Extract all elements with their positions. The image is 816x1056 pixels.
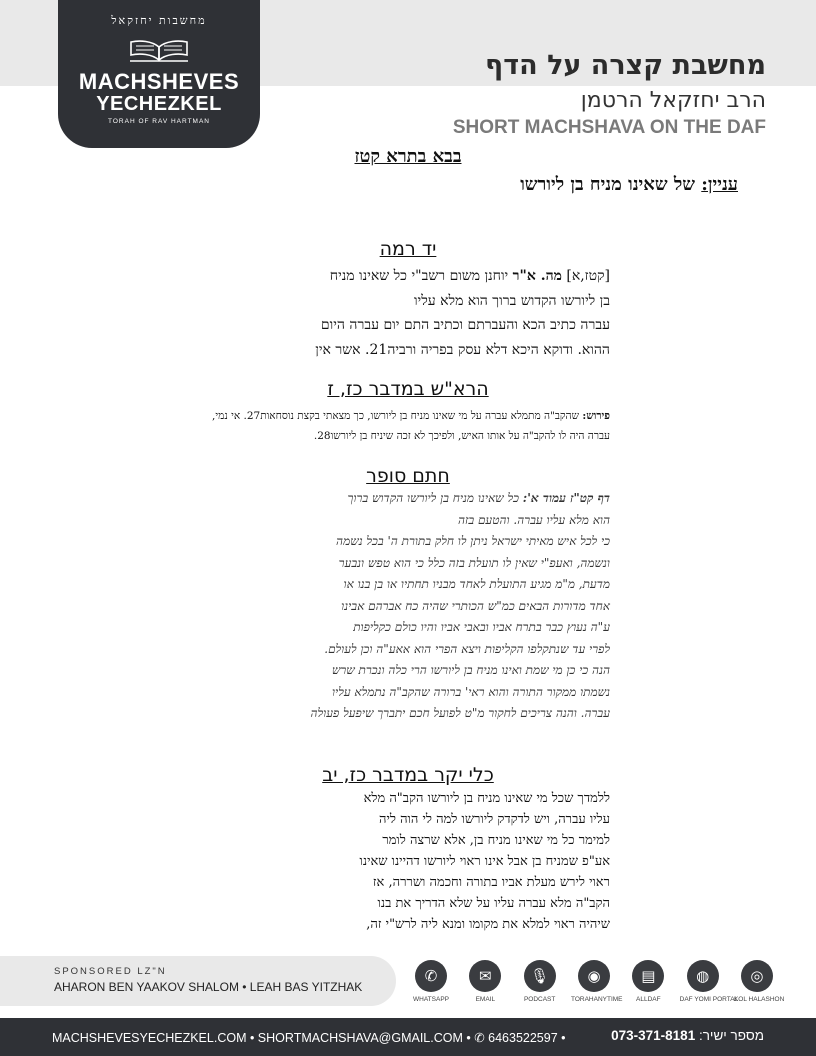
line-post: אע"פ שמניח בן אבל אינו ראוי ליורשו דהיינו שאינו [359, 854, 610, 869]
podcast-icon: 🎙 [524, 960, 556, 992]
text-line [218, 788, 610, 809]
text-line [212, 510, 610, 532]
line-post: הנה כי כן מי שמת ואינו מניח בן ליורשו הרי כלה ונכרת שרש [331, 663, 610, 677]
platform-caption: ALLDAF [636, 996, 661, 1003]
text-line [218, 313, 610, 338]
logo-hebrew: מחשבות יחזקאל [111, 14, 207, 27]
direct-number-label: מספר ישיר: [698, 1028, 764, 1043]
open-book-icon [128, 36, 190, 64]
section-text [218, 264, 610, 362]
logo-tagline: TORAH OF RAV HARTMAN [108, 118, 210, 125]
line-post: עליו עברה, ויש לדקדק ליורשו למה לי הוה ליה [378, 812, 610, 827]
line-post: עברה. והנה צריכים לחקור מ"ט לפועל חכם יתברך שיפעל פעולה [310, 706, 610, 720]
sponsor-names: AHARON BEN YAAKOV SHALOM • LEAH BAS YITZHAK [54, 980, 363, 994]
text-line [218, 914, 610, 935]
logo-line1: MACHSHEVES [78, 69, 240, 94]
line-post: ראוי לירש מעלת אביו בתורה וחכמה ושררה, אז [372, 875, 610, 890]
inyan-label: עניין: [701, 174, 738, 195]
line-post: מדעת, מ"מ מגיע התועלת לאחד מבניו תחתיו או בן בנו או [343, 577, 610, 591]
contact-bar [0, 1018, 816, 1056]
platform-link-daf-yomi-portal[interactable] [679, 960, 739, 1008]
platform-caption: TORAHANYTIME [570, 996, 623, 1003]
text-line [262, 426, 610, 446]
text-line [218, 830, 610, 851]
direct-number [611, 1028, 764, 1043]
line-post: יוחנן משום רשב"י כל שאינו מניח [329, 268, 513, 284]
platform-link-email[interactable] [462, 960, 508, 1008]
line-post: לפרי עד שנתקלפו הקליפות ויצא הפרי הוא אאע"ה וכן לעולם. [324, 641, 610, 656]
inyan-text: של שאינו מניח בן ליורשו [520, 174, 695, 195]
line-post: שהקב"ה מתמלא עברה על מי שאינו מניח בן ליורשו, כך מצאתי בקצת נוסחאות27. אי נמי, [212, 410, 583, 422]
text-line [212, 639, 610, 661]
text-line [212, 488, 610, 510]
email-icon: ✉ [469, 960, 501, 992]
line-bold: מה. א"ר [512, 268, 562, 284]
line-post: נשמתו ממקור התורה והוא ראי' ברורה שהקב"ה נתמלא עליו [331, 684, 610, 699]
text-line [212, 703, 610, 725]
line-bold: דף קט"ז עמוד א': [522, 491, 610, 505]
text-line [212, 682, 610, 704]
section-text [212, 488, 610, 725]
platform-caption: DAF YOMI PORTAL [679, 996, 739, 1003]
line-post: ונשמה, ואעפ"י שאין לו תועלת בזה כלל כי הוא טפש ונבער [338, 555, 610, 570]
section-heading: כלי יקר במדבר כז, יב [322, 764, 494, 786]
line-post: שיהיה ראוי למלא את מקומו ומנא ליה לרש"י זה, [366, 917, 610, 932]
text-line [218, 809, 610, 830]
line-post: למימר כל מי שאינו מניח בן, אלא שרצה לומר [382, 833, 610, 848]
platform-caption: WHATSAPP [413, 996, 449, 1003]
platform-caption: EMAIL [475, 996, 496, 1003]
daf-yomi-portal-icon: ◍ [687, 960, 719, 992]
platform-link-kol-halashon[interactable] [733, 960, 785, 1008]
text-line [212, 596, 610, 618]
line-post: ההוא. ודוקא היכא דלא עסק בפריה ורביה21. אשר אין [315, 341, 610, 358]
sponsor-label: SPONSORED LZ"N [54, 966, 167, 977]
line-post: בן ליורשו הקדוש ברוך הוא מלא עליו [413, 292, 610, 309]
line-bold: פירוש: [582, 410, 610, 422]
text-line [212, 617, 610, 639]
text-line [218, 893, 610, 914]
platform-caption: KOL HALASHON [733, 996, 785, 1003]
line-post: כי לכל איש מאיתי ישראל ניתן לו חלק בתורת ה' בכל נשמה [336, 534, 610, 548]
text-line [218, 264, 610, 289]
text-line [212, 531, 610, 553]
page-subtitle: SHORT MACHSHAVA ON THE DAF [452, 117, 766, 138]
text-line [212, 553, 610, 575]
line-post: עברה כתיב הכא והעברתם וכתיב התם יום עברה היום [320, 317, 610, 333]
line-post: הוא מלא עליו עברה. והטעם בזה [457, 512, 610, 527]
platform-link-torahanytime[interactable] [570, 960, 623, 1008]
line-post: הקב"ה מלא עברה עליו על שלא הדריך את בנו [377, 896, 610, 911]
line-post: ע"ה נעוץ כבר בתרח אביו ובאבי אביו והיו כולם כקליפות [353, 620, 610, 634]
section-heading: חתם סופר [366, 465, 450, 487]
platform-link-whatsapp[interactable] [408, 960, 454, 1008]
section-heading: הרא"ש במדבר כז, ז [327, 378, 489, 400]
platform-link-alldaf[interactable] [625, 960, 671, 1008]
line-post: ללמדך שכל מי שאינו מניח בן ליורשו הקב"ה מלא [363, 791, 610, 806]
text-line [218, 851, 610, 872]
inyan-line [520, 174, 738, 195]
text-line [218, 338, 610, 363]
section-text [212, 406, 610, 446]
platform-caption: PODCAST [523, 996, 556, 1003]
contact-links[interactable]: MACHSHEVESYECHEZKEL.COM • SHORTMACHSHAVA@GMAIL.COM • ✆ 6463522597 • [52, 1031, 566, 1045]
logo [58, 0, 260, 148]
text-line [218, 289, 610, 314]
author-name: הרב יחזקאל הרטמן [580, 88, 766, 113]
text-line [212, 406, 610, 426]
logo-line2: YECHEZKEL [96, 93, 222, 115]
alldaf-icon: ▤ [632, 960, 664, 992]
kol-halashon-icon: ◎ [741, 960, 773, 992]
platform-links [408, 960, 785, 1008]
line-post: כל שאינו מניח בן ליורשו הקדוש ברוך [347, 491, 523, 505]
line-pre: [קטז,א] [561, 268, 610, 284]
text-line [212, 574, 610, 596]
section-heading: יד רמה [379, 238, 437, 260]
torahanytime-icon: ◉ [578, 960, 610, 992]
text-line [212, 660, 610, 682]
text-line [218, 872, 610, 893]
direct-number-value[interactable]: 073-371-8181 [611, 1028, 696, 1043]
section-text [218, 788, 610, 935]
daf-reference: בבא בתרא קטז [354, 146, 462, 167]
line-post: עברה היה לו להקב"ה על אותו האיש, ולפיכך לא זכה שיניח בן ליורשו28. [313, 430, 610, 442]
line-post: אחד מדורות הבאים כמ"ש הכותרי שהיה כח אברהם אבינו [341, 598, 610, 613]
platform-link-podcast[interactable] [517, 960, 563, 1008]
page-title: מחשבת קצרה על הדף [485, 50, 766, 81]
whatsapp-icon: ✆ [415, 960, 447, 992]
